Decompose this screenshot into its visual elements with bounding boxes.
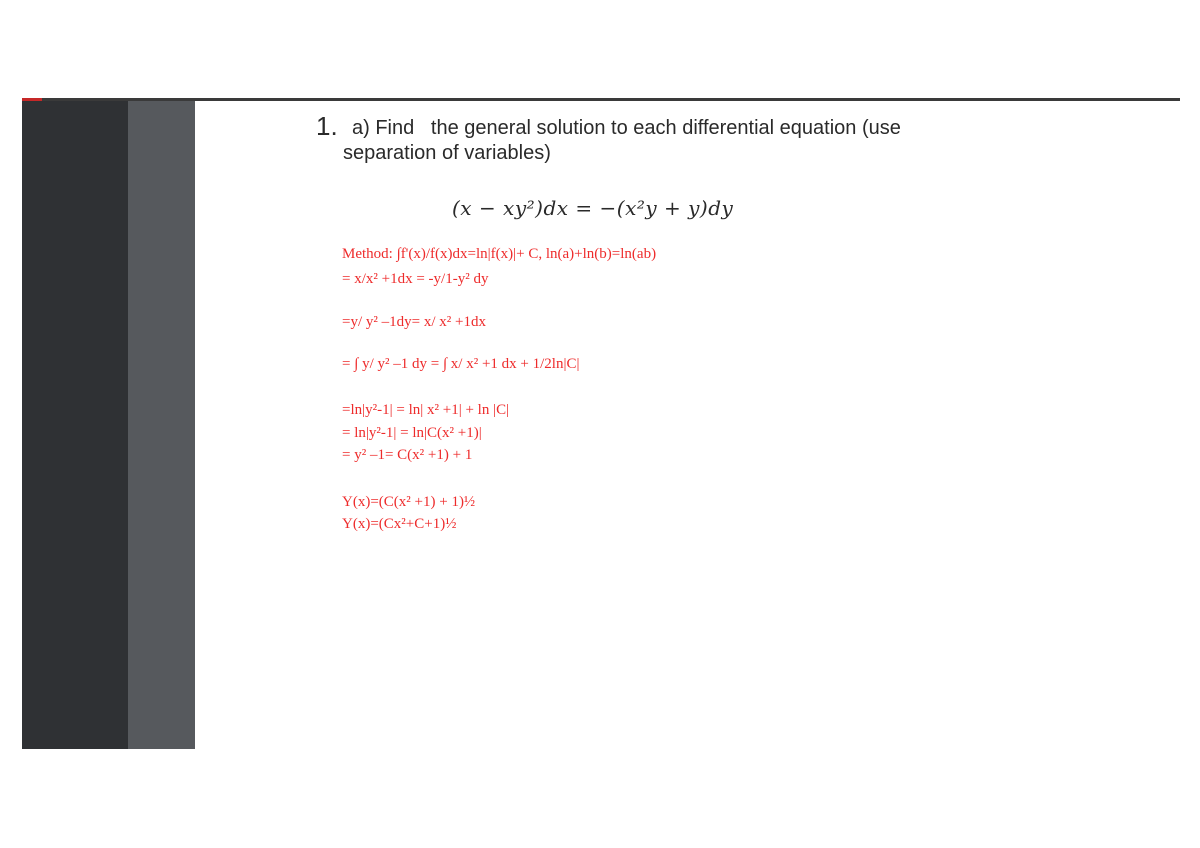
question-text-line1: a) Find the general solution to each differential equation (use — [352, 117, 901, 139]
sidebar-secondary-panel — [128, 101, 195, 749]
answer-line-1: Y(x)=(C(x² +1) + 1)½ — [342, 494, 476, 510]
work-step-3: = ∫ y/ y² –1 dy = ∫ x/ x² +1 dx + 1/2ln|C| — [342, 356, 580, 372]
sidebar-panel — [22, 101, 128, 749]
differential-equation: (x − xy²)dx = −(x²y + y)dy — [452, 196, 734, 220]
work-step-5: = ln|y²-1| = ln|C(x² +1)| — [342, 425, 482, 441]
answer-line-2: Y(x)=(Cx²+C+1)½ — [342, 516, 457, 532]
question-number: 1. — [316, 111, 338, 141]
question-text-line2: separation of variables) — [343, 142, 551, 164]
work-step-2: =y/ y² –1dy= x/ x² +1dx — [342, 314, 486, 330]
work-step-4: =ln|y²-1| = ln| x² +1| + ln |C| — [342, 402, 510, 418]
work-step-1: = x/x² +1dx = -y/1-y² dy — [342, 271, 489, 287]
method-line: Method: ∫f'(x)/f(x)dx=ln|f(x)|+ C, ln(a)+ln(b)=ln(ab) — [342, 246, 657, 262]
work-step-6: = y² –1= C(x² +1) + 1 — [342, 447, 473, 463]
